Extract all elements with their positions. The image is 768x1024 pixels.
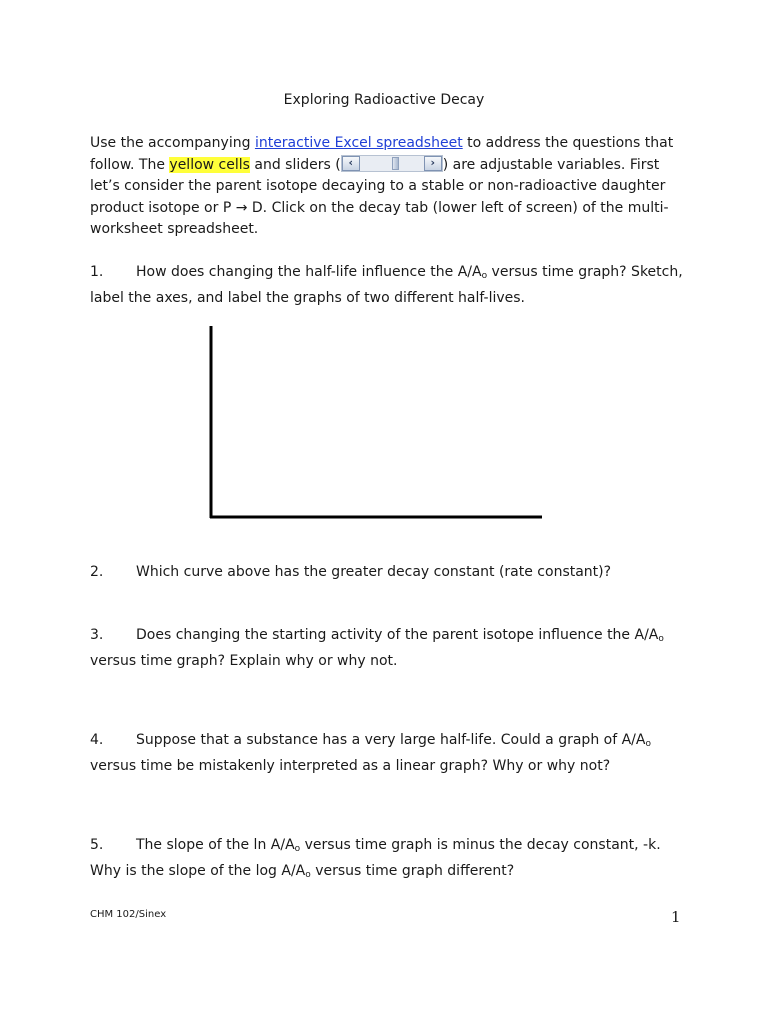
slider-thumb xyxy=(392,157,399,170)
question-4 xyxy=(90,730,690,777)
subscript: o xyxy=(294,844,301,854)
intro-text-3: and sliders ( xyxy=(249,156,341,173)
question-number: 1. xyxy=(90,264,104,280)
question-text: versus time be mistakenly interpreted as a linear graph? Why or why not? xyxy=(90,757,611,774)
page-number: 1 xyxy=(671,908,681,926)
question-text: versus time graph different? xyxy=(310,862,515,879)
question-text: The slope of the ln A/A xyxy=(136,837,295,853)
intro-text-2: to address the questions that follow. The xyxy=(90,135,674,173)
question-text: versus time graph? Sketch, label the axes, and label the graphs of two different half-lives. xyxy=(90,264,683,306)
question-number: 3. xyxy=(90,627,104,643)
spreadsheet-link[interactable]: interactive Excel spreadsheet xyxy=(254,135,463,151)
question-text: versus time graph? Explain why or why not. xyxy=(90,652,398,669)
question-1 xyxy=(90,262,690,309)
intro-paragraph xyxy=(90,133,690,241)
intro-text-1: Use the accompanying xyxy=(90,135,255,151)
subscript: o xyxy=(305,869,311,880)
question-text: versus time graph is minus the decay constant, -k. Why is the slope of the log A/A xyxy=(90,837,661,879)
question-number: 2. xyxy=(90,564,104,580)
intro-text-4: ) are adjustable variables. First let’s consider the parent isotope decaying to a stable or non-radioactive daughter product isotope or P → D. Click on the decay tab (lower left of screen) of the multi-worksheet spreadsheet. xyxy=(90,156,669,237)
question-3 xyxy=(90,625,690,672)
question-text: How does changing the half-life influence the A/A xyxy=(136,264,482,280)
chevron-left-icon: ‹ xyxy=(342,156,360,171)
subscript: o xyxy=(481,271,488,281)
blank-graph-axes xyxy=(205,322,545,522)
document-title: Exploring Radioactive Decay xyxy=(283,92,485,108)
question-number: 4. xyxy=(90,732,104,748)
question-text: Which curve above has the greater decay constant (rate constant)? xyxy=(136,564,612,580)
slider-image xyxy=(341,155,443,172)
footer-course: CHM 102/Sinex xyxy=(90,909,167,920)
question-number: 5. xyxy=(90,837,104,853)
question-2 xyxy=(90,562,690,584)
question-text: Does changing the starting activity of the parent isotope influence the A/A xyxy=(136,627,659,643)
question-5 xyxy=(90,835,690,886)
yellow-cells-highlight: yellow cells xyxy=(169,156,250,173)
subscript: o xyxy=(658,634,664,644)
question-text: Suppose that a substance has a very large half-life. Could a graph of A/A xyxy=(136,732,646,748)
subscript: o xyxy=(645,739,651,749)
chevron-right-icon: › xyxy=(424,156,442,171)
